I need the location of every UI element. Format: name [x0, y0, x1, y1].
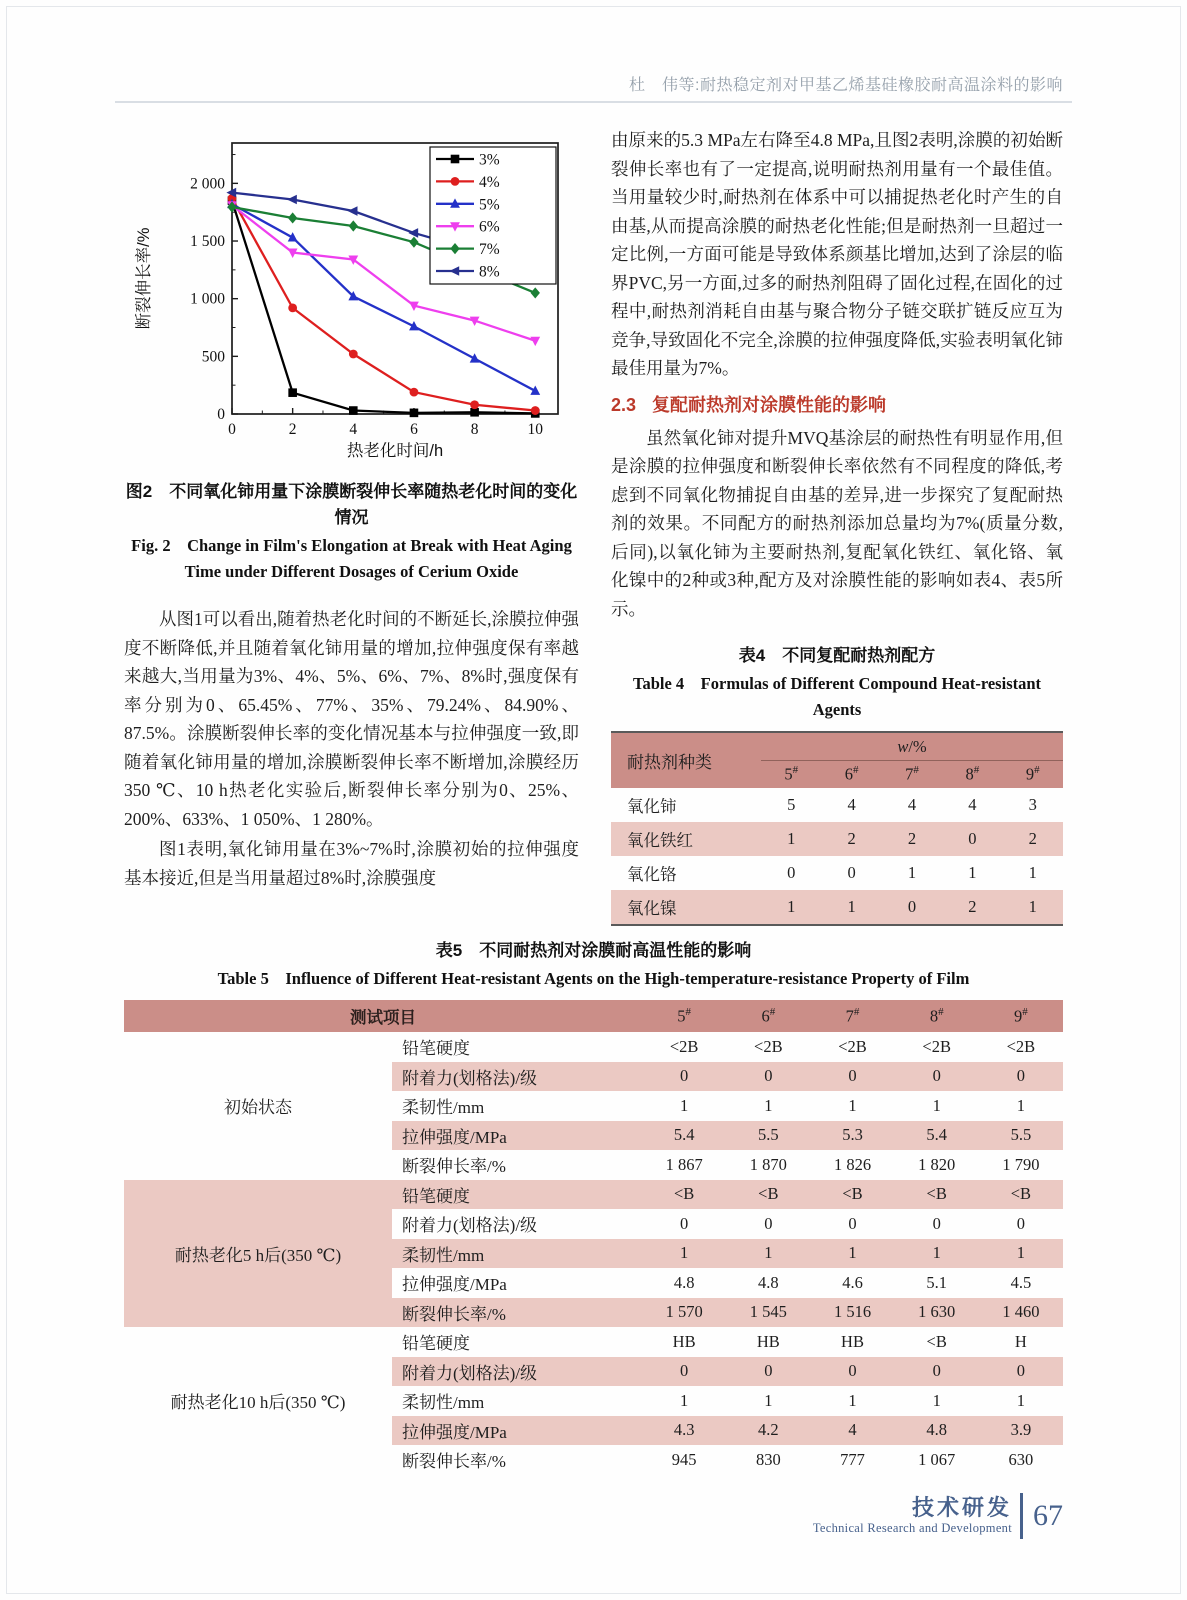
value-cell: 1: [726, 1239, 810, 1269]
sample-column-header: 6#: [821, 761, 881, 789]
table4-header-row: [611, 732, 1063, 761]
item-label-cell: 拉伸强度/MPa: [402, 1275, 507, 1295]
value-cell: 0: [942, 822, 1002, 856]
svg-text:0: 0: [227, 421, 236, 438]
table-4-block: [611, 643, 1063, 926]
svg-text:10: 10: [527, 421, 543, 438]
value-cell: <B: [979, 1180, 1063, 1210]
group-label-cell: 耐热老化10 h后(350 ℃): [170, 1393, 346, 1413]
value-cell: 4.2: [726, 1416, 810, 1446]
value-cell: 4.8: [673, 1272, 695, 1292]
table5-row: [124, 1180, 1063, 1210]
value-cell: 2: [942, 890, 1002, 925]
item-label-cell: 拉伸强度/MPa: [392, 1416, 642, 1446]
column-header: 耐热剂种类: [611, 732, 761, 788]
value-cell: 5.4: [895, 1121, 979, 1151]
section-number: 2.3: [611, 394, 637, 415]
value-cell: 4: [907, 795, 917, 814]
figure-caption-en: Fig. 2 Change in Film's Elongation at Break with Heat Aging Time under Different Dosages of Cerium Oxide: [131, 536, 572, 581]
value-cell: <B: [726, 1180, 810, 1210]
legend-label: 6%: [478, 218, 500, 236]
value-cell: 0: [680, 1213, 689, 1233]
span-header: w/%: [761, 732, 1063, 761]
value-cell: <2B: [669, 1036, 699, 1056]
value-cell: 1 826: [833, 1154, 872, 1174]
item-label-cell: 附着力(划格法)/级: [402, 1216, 538, 1236]
legend-label: 4%: [478, 173, 500, 191]
value-cell: 5.1: [926, 1272, 947, 1292]
sample-column-header: 6#: [726, 1000, 810, 1032]
value-cell: 1: [848, 1095, 857, 1115]
value-cell: 1: [932, 1095, 941, 1115]
two-column-body: [124, 126, 1063, 926]
item-label-cell: 附着力(划格法)/级: [392, 1357, 642, 1387]
right-column: [611, 126, 1063, 926]
value-cell: 1: [761, 822, 821, 856]
page-footer: [813, 1493, 1063, 1539]
agent-label-cell: 氧化铈: [627, 797, 677, 816]
item-label-cell: 断裂伸长率/%: [402, 1157, 506, 1177]
value-cell: 0: [642, 1357, 726, 1387]
footer-section-name: [813, 1496, 1012, 1536]
value-cell: <B: [642, 1180, 726, 1210]
table5-row: [124, 1032, 1063, 1062]
sample-column-header: 8#: [895, 1000, 979, 1032]
value-cell: 5: [787, 795, 796, 814]
value-cell: 1: [764, 1390, 773, 1410]
value-cell: 1 630: [895, 1298, 979, 1328]
sample-column-header: 5#: [761, 761, 821, 789]
item-label-cell: 柔韧性/mm: [402, 1393, 485, 1413]
value-cell: 4.3: [642, 1416, 726, 1446]
paragraph: 图1表明,氧化铈用量在3%~7%时,涂膜初始的拉伸强度基本接近,但是当用量超过8%时,涂膜强度: [124, 839, 579, 888]
item-label-cell: 铅笔硬度: [402, 1039, 471, 1059]
value-cell: 1: [680, 1095, 689, 1115]
value-cell: 1 870: [749, 1154, 787, 1174]
section-title: 复配耐热剂对涂膜性能的影响: [652, 394, 887, 415]
value-cell: 1 545: [726, 1298, 810, 1328]
value-cell: 4.5: [1010, 1272, 1032, 1292]
value-cell: 1: [1016, 1095, 1026, 1115]
item-label-cell: 柔韧性/mm: [392, 1239, 642, 1269]
value-cell: 0: [895, 1357, 979, 1387]
item-label-cell: 铅笔硬度: [392, 1180, 642, 1210]
value-cell: HB: [756, 1331, 780, 1351]
svg-text:6: 6: [409, 421, 418, 438]
value-cell: 4: [847, 795, 856, 814]
left-column: [124, 126, 579, 926]
value-cell: 5.4: [642, 1121, 726, 1151]
value-cell: 0: [810, 1062, 894, 1092]
footer-section-zh: 技术研发: [911, 1495, 1012, 1520]
value-cell: 1: [895, 1239, 979, 1269]
value-cell: 1: [979, 1239, 1063, 1269]
page-number: 67: [1033, 1499, 1063, 1532]
sample-column-header: 7#: [882, 761, 942, 789]
footer-section-en: Technical Research and Development: [812, 1521, 1012, 1535]
value-cell: 5.3: [810, 1121, 894, 1151]
x-axis-label: 热老化时间/h: [346, 442, 443, 460]
value-cell: 4.8: [758, 1272, 779, 1292]
value-cell: 1 570: [642, 1298, 726, 1328]
value-cell: HB: [841, 1331, 864, 1351]
value-cell: 945: [671, 1449, 697, 1469]
table5-row: [124, 1327, 1063, 1357]
sample-column-header: 9#: [979, 1000, 1063, 1032]
value-cell: <B: [926, 1331, 947, 1351]
value-cell: 0: [848, 1213, 857, 1233]
value-cell: 2: [882, 822, 942, 856]
value-cell: 1 867: [665, 1154, 703, 1174]
value-cell: 0: [787, 863, 796, 882]
value-cell: 1: [810, 1239, 894, 1269]
table4-row: [611, 890, 1063, 925]
svg-text:500: 500: [201, 348, 225, 366]
section-heading-2-3: [611, 391, 1063, 417]
value-cell: 1 790: [1002, 1154, 1040, 1174]
value-cell: 1: [1028, 863, 1037, 882]
value-cell: 777: [840, 1449, 865, 1469]
value-cell: <B: [895, 1180, 979, 1210]
value-cell: 1: [680, 1390, 689, 1410]
paragraph: 虽然氧化铈对提升MVQ基涂层的耐热性有明显作用,但是涂膜的拉伸强度和断裂伸长率依然有不同程度的降低,考虑到不同氧化物捕捉自由基的差异,进一步探究了复配耐热剂的效果。不同配方的耐热剂添加总量均为7%(质量分数,后同),以氧化铈为主要耐热剂,复配氧化铁红、氧化铬、氧化镍中的2种或3种,配方及对涂膜性能的影响如表4、表5所示。: [611, 427, 1063, 619]
value-cell: 4: [810, 1416, 894, 1446]
value-cell: 4: [968, 795, 977, 814]
paragraph: 由原来的5.3 MPa左右降至4.8 MPa,且图2表明,涂膜的初始断裂伸长率也有了一定提高,说明耐热剂用量有一个最佳值。当用量较少时,耐热剂在体系中可以捕捉热老化时产生的自由基,从而提高涂膜的耐热老化性能;但是耐热剂一旦超过一定比例,一方面可能是导致体系颜基比增加,达到了涂层的临界PVC,另一方面,过多的耐热剂阻碍了固化过程,在固化的过程中,耐热剂消耗自由基与聚合物分子链交联扩链反应互为竞争,导致固化不完全,涂膜的拉伸强度降低,实验表明氧化铈最佳用量为7%。: [611, 130, 1063, 378]
value-cell: <2B: [1006, 1036, 1036, 1056]
header-rule: [115, 101, 1072, 103]
value-cell: 3: [1028, 795, 1037, 814]
value-cell: 2: [821, 822, 881, 856]
running-title: 杜 伟等:耐热稳定剂对甲基乙烯基硅橡胶耐高温涂料的影响: [629, 77, 1063, 94]
value-cell: 0: [726, 1357, 810, 1387]
running-head: [124, 72, 1063, 95]
value-cell: 830: [755, 1449, 781, 1469]
group-label-cell: 初始状态: [224, 1098, 292, 1118]
value-cell: 0: [882, 890, 942, 925]
table-5-block: [124, 938, 1063, 1475]
value-cell: 0: [932, 1213, 941, 1233]
value-cell: HB: [672, 1331, 696, 1351]
table-4-title-en: Table 4 Formulas of Different Compound Heat-resistant Agents: [632, 674, 1042, 719]
test-item-header: 测试项目: [124, 1000, 642, 1032]
agent-label-cell: 氧化镍: [611, 890, 761, 925]
sample-column-header: 7#: [810, 1000, 894, 1032]
chart-svg: [132, 130, 572, 466]
table-5: [124, 1000, 1063, 1475]
y-axis-label: 断裂伸长率/%: [134, 227, 153, 330]
value-cell: H: [1014, 1331, 1027, 1351]
svg-text:4: 4: [348, 421, 357, 438]
elongation-line-chart: [132, 130, 572, 471]
svg-text:1 000: 1 000: [189, 290, 225, 308]
value-cell: 1: [907, 863, 917, 882]
svg-text:1 500: 1 500: [189, 233, 225, 251]
value-cell: 0: [1016, 1213, 1026, 1233]
table-4-title-zh: 表4 不同复配耐热剂配方: [738, 646, 936, 665]
legend-label: 3%: [478, 151, 500, 169]
value-cell: 1: [761, 890, 821, 925]
svg-text:2 000: 2 000: [189, 175, 225, 193]
value-cell: 0: [979, 1062, 1063, 1092]
item-label-cell: 铅笔硬度: [402, 1334, 471, 1354]
value-cell: 0: [810, 1357, 894, 1387]
value-cell: 0: [726, 1062, 810, 1092]
paragraph: 从图1可以看出,随着热老化时间的不断延长,涂膜拉伸强度不断降低,并且随着氧化铈用量的增加,拉伸强度保有率越来越大,当用量为3%、4%、5%、6%、7%、8%时,强度保有率分别为0、65.45%、77%、35%、79.24%、84.90%、87.5%。涂膜断裂伸长率的变化情况基本与拉伸强度一致,即随着氧化铈用量的增加,涂膜断裂伸长率不断增加,涂膜经历350 ℃、10 h热老化实验后,断裂伸长率分别为0、25%、200%、633%、1 050%、1 280%。: [124, 609, 579, 829]
value-cell: 2: [1003, 822, 1063, 856]
value-cell: 1: [968, 863, 977, 882]
value-cell: <B: [810, 1180, 894, 1210]
value-cell: 1 516: [810, 1298, 894, 1328]
value-cell: 630: [1008, 1449, 1034, 1469]
value-cell: 5.5: [726, 1121, 810, 1151]
group-label-cell: 耐热老化5 h后(350 ℃): [124, 1180, 392, 1328]
item-label-cell: 断裂伸长率/%: [392, 1298, 642, 1328]
legend-label: 5%: [478, 196, 500, 214]
sample-column-header: 5#: [642, 1000, 726, 1032]
value-cell: 1: [764, 1095, 773, 1115]
value-cell: <2B: [922, 1036, 951, 1056]
value-cell: 4.8: [895, 1416, 979, 1446]
table-5-title-zh: 表5 不同耐热剂对涂膜耐高温性能的影响: [435, 941, 752, 960]
value-cell: 0: [979, 1357, 1063, 1387]
item-label-cell: 拉伸强度/MPa: [392, 1121, 642, 1151]
value-cell: 1: [1016, 1390, 1026, 1410]
svg-text:0: 0: [216, 406, 225, 423]
sample-column-header: 9#: [1003, 761, 1063, 789]
svg-text:2: 2: [288, 421, 297, 438]
figure-caption-zh: 图2 不同氧化铈用量下涂膜断裂伸长率随热老化时间的变化情况: [125, 482, 578, 527]
footer-divider: [1020, 1493, 1023, 1539]
table4-row: [611, 856, 1063, 890]
value-cell: <2B: [754, 1036, 783, 1056]
value-cell: 0: [895, 1062, 979, 1092]
item-label-cell: 柔韧性/mm: [402, 1098, 485, 1118]
value-cell: 1: [821, 890, 881, 925]
value-cell: 0: [642, 1062, 726, 1092]
table4-row: [611, 822, 1063, 856]
value-cell: 4.6: [842, 1272, 863, 1292]
value-cell: 1: [1003, 890, 1063, 925]
value-cell: <2B: [838, 1036, 867, 1056]
value-cell: 0: [764, 1213, 773, 1233]
value-cell: 1: [932, 1390, 941, 1410]
value-cell: 1 067: [918, 1449, 956, 1469]
legend-label: 8%: [478, 263, 500, 281]
table-5-title-en: Table 5 Influence of Different Heat-resistant Agents on the High-temperature-resistance Property of Film: [217, 969, 970, 988]
table4-row: [611, 788, 1063, 822]
value-cell: 1 820: [918, 1154, 956, 1174]
agent-label-cell: 氧化铁红: [611, 822, 761, 856]
sample-column-header: 8#: [942, 761, 1002, 789]
value-cell: 1: [848, 1390, 857, 1410]
item-label-cell: 断裂伸长率/%: [402, 1452, 506, 1472]
value-cell: 0: [847, 863, 856, 882]
value-cell: 3.9: [979, 1416, 1063, 1446]
value-cell: 1 460: [979, 1298, 1063, 1328]
legend-label: 7%: [478, 241, 500, 259]
item-label-cell: 附着力(划格法)/级: [392, 1062, 642, 1092]
agent-label-cell: 氧化铬: [627, 865, 677, 884]
figure-2: [124, 130, 579, 585]
figure-2-caption: [124, 479, 579, 585]
value-cell: 5.5: [979, 1121, 1063, 1151]
svg-text:8: 8: [470, 421, 478, 438]
value-cell: 1: [642, 1239, 726, 1269]
table-4: [611, 731, 1063, 926]
table5-header-row: [124, 1000, 1063, 1032]
